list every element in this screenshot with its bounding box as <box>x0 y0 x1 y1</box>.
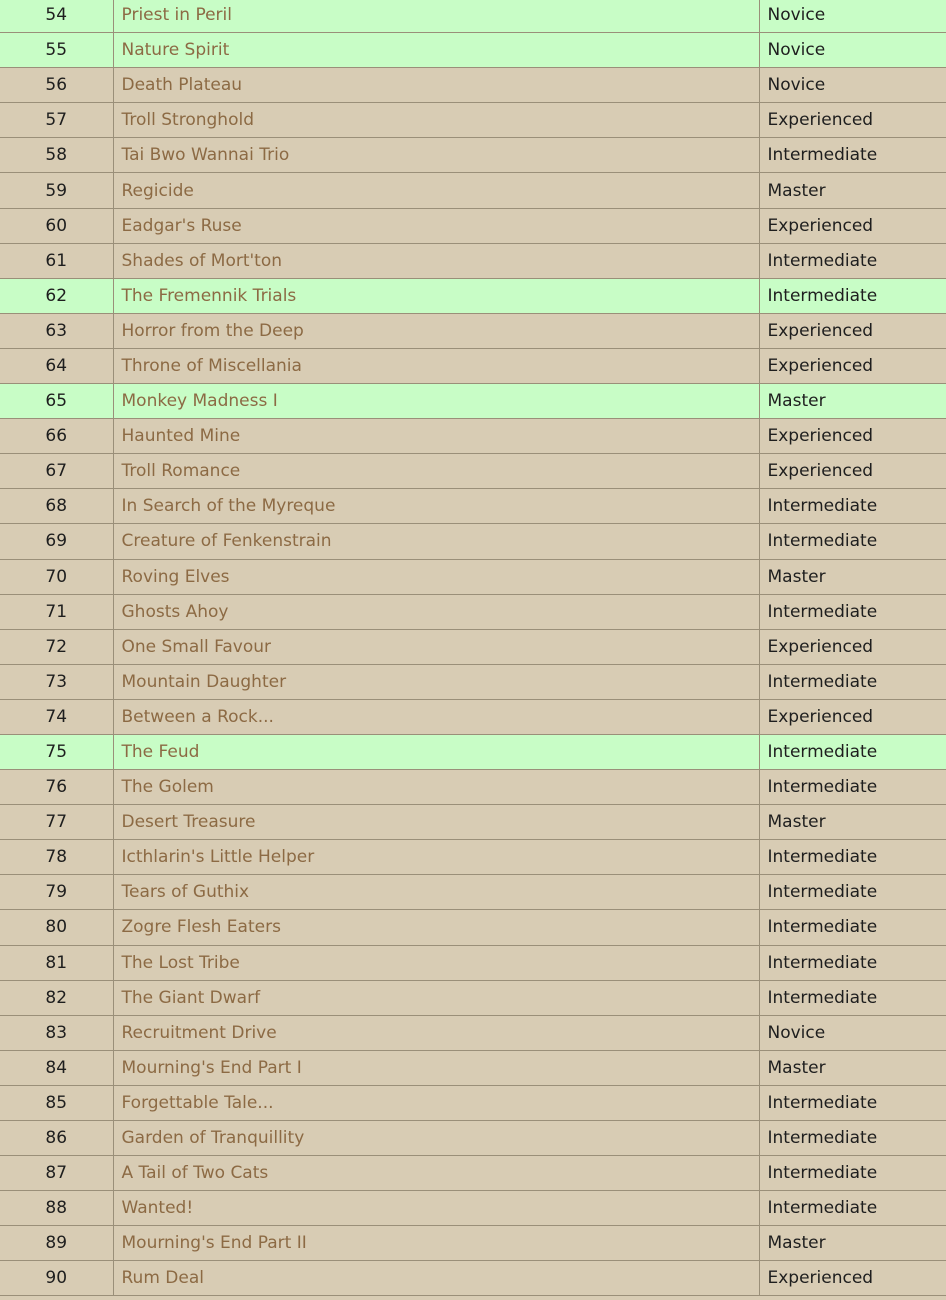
quest-number: 74 <box>0 699 113 734</box>
quest-row-completed <box>0 33 946 68</box>
quest-name-link[interactable]: Death Plateau <box>113 68 759 103</box>
quest-difficulty: Experienced <box>759 103 946 138</box>
quest-name-link[interactable]: Zogre Flesh Eaters <box>113 910 759 945</box>
quest-number: 89 <box>0 1226 113 1261</box>
quest-name-link[interactable]: Garden of Tranquillity <box>113 1121 759 1156</box>
quest-row <box>0 1121 946 1156</box>
quest-name-link[interactable]: Creature of Fenkenstrain <box>113 524 759 559</box>
quest-number: 85 <box>0 1085 113 1120</box>
quest-name-link[interactable]: One Small Favour <box>113 629 759 664</box>
quest-name-link[interactable]: The Giant Dwarf <box>113 980 759 1015</box>
quest-name-link[interactable]: The Golem <box>113 770 759 805</box>
quest-difficulty: Intermediate <box>759 910 946 945</box>
quest-number: 55 <box>0 33 113 68</box>
quest-number: 54 <box>0 0 113 33</box>
quest-difficulty: Intermediate <box>759 138 946 173</box>
quest-row <box>0 1226 946 1261</box>
quest-difficulty: Master <box>759 1226 946 1261</box>
quest-number: 86 <box>0 1121 113 1156</box>
quest-difficulty: Experienced <box>759 1261 946 1296</box>
quest-name-link[interactable]: Mountain Daughter <box>113 664 759 699</box>
quest-difficulty: Intermediate <box>759 1085 946 1120</box>
quest-name-link[interactable]: Eadgar's Ruse <box>113 208 759 243</box>
quest-row-completed <box>0 0 946 33</box>
quest-row <box>0 629 946 664</box>
quest-number: 87 <box>0 1156 113 1191</box>
quest-number: 73 <box>0 664 113 699</box>
quest-number: 79 <box>0 875 113 910</box>
quest-row <box>0 980 946 1015</box>
quest-number: 76 <box>0 770 113 805</box>
quest-name-link[interactable]: Shades of Mort'ton <box>113 243 759 278</box>
quest-difficulty: Master <box>759 384 946 419</box>
quest-difficulty: Intermediate <box>759 1121 946 1156</box>
quest-name-link[interactable]: The Feud <box>113 734 759 769</box>
quest-name-link[interactable]: Tears of Guthix <box>113 875 759 910</box>
quest-difficulty: Novice <box>759 1015 946 1050</box>
quest-difficulty: Intermediate <box>759 278 946 313</box>
quest-difficulty: Novice <box>759 68 946 103</box>
quest-difficulty: Intermediate <box>759 734 946 769</box>
quest-row <box>0 68 946 103</box>
quest-name-link[interactable]: Priest in Peril <box>113 0 759 33</box>
quest-number: 83 <box>0 1015 113 1050</box>
quest-name-link[interactable]: Forgettable Tale... <box>113 1085 759 1120</box>
quest-difficulty: Experienced <box>759 454 946 489</box>
quest-difficulty: Experienced <box>759 313 946 348</box>
quest-number: 58 <box>0 138 113 173</box>
quest-number: 84 <box>0 1050 113 1085</box>
quest-name-link[interactable]: Throne of Miscellania <box>113 348 759 383</box>
quest-name-link[interactable]: Desert Treasure <box>113 805 759 840</box>
quest-difficulty: Experienced <box>759 629 946 664</box>
quest-row <box>0 875 946 910</box>
quest-name-link[interactable]: The Lost Tribe <box>113 945 759 980</box>
quest-name-link[interactable]: Horror from the Deep <box>113 313 759 348</box>
quest-number: 57 <box>0 103 113 138</box>
quest-difficulty: Intermediate <box>759 1191 946 1226</box>
quest-row <box>0 1191 946 1226</box>
quest-number: 67 <box>0 454 113 489</box>
quest-name-link[interactable]: Recruitment Drive <box>113 1015 759 1050</box>
quest-row <box>0 840 946 875</box>
quest-row <box>0 559 946 594</box>
quest-row <box>0 173 946 208</box>
quest-row-completed <box>0 278 946 313</box>
quest-name-link[interactable]: Nature Spirit <box>113 33 759 68</box>
quest-difficulty: Master <box>759 1050 946 1085</box>
quest-row <box>0 945 946 980</box>
quest-row <box>0 138 946 173</box>
quest-name-link[interactable]: Ghosts Ahoy <box>113 594 759 629</box>
quest-number: 68 <box>0 489 113 524</box>
quest-name-link[interactable]: Haunted Mine <box>113 419 759 454</box>
quest-number: 69 <box>0 524 113 559</box>
quest-name-link[interactable]: The Fremennik Trials <box>113 278 759 313</box>
quest-number: 71 <box>0 594 113 629</box>
quest-number: 82 <box>0 980 113 1015</box>
quest-row <box>0 489 946 524</box>
quest-number: 56 <box>0 68 113 103</box>
quest-row <box>0 103 946 138</box>
quest-difficulty: Novice <box>759 33 946 68</box>
quest-number: 61 <box>0 243 113 278</box>
quest-row <box>0 699 946 734</box>
quest-row <box>0 454 946 489</box>
quest-name-link[interactable]: Roving Elves <box>113 559 759 594</box>
quest-number: 64 <box>0 348 113 383</box>
quest-difficulty: Intermediate <box>759 1156 946 1191</box>
quest-number: 63 <box>0 313 113 348</box>
quest-name-link[interactable]: Mourning's End Part I <box>113 1050 759 1085</box>
quest-row <box>0 313 946 348</box>
quest-name-link[interactable]: Wanted! <box>113 1191 759 1226</box>
quest-number: 78 <box>0 840 113 875</box>
quest-name-link[interactable]: Regicide <box>113 173 759 208</box>
quest-row <box>0 910 946 945</box>
quest-name-link[interactable]: A Tail of Two Cats <box>113 1156 759 1191</box>
quest-number: 66 <box>0 419 113 454</box>
quest-number: 90 <box>0 1261 113 1296</box>
quest-difficulty: Experienced <box>759 699 946 734</box>
quest-difficulty: Experienced <box>759 419 946 454</box>
quest-row <box>0 664 946 699</box>
quest-row <box>0 243 946 278</box>
quest-number: 62 <box>0 278 113 313</box>
quest-row <box>0 524 946 559</box>
quest-name-link[interactable]: Icthlarin's Little Helper <box>113 840 759 875</box>
quest-difficulty: Intermediate <box>759 243 946 278</box>
quest-difficulty: Master <box>759 805 946 840</box>
quest-difficulty: Experienced <box>759 348 946 383</box>
quest-difficulty: Intermediate <box>759 840 946 875</box>
quest-row <box>0 770 946 805</box>
quest-difficulty: Master <box>759 173 946 208</box>
quest-difficulty: Master <box>759 559 946 594</box>
quest-difficulty: Intermediate <box>759 980 946 1015</box>
quest-name-link[interactable]: Mourning's End Part II <box>113 1226 759 1261</box>
quest-name-link[interactable]: Troll Romance <box>113 454 759 489</box>
quest-number: 59 <box>0 173 113 208</box>
quest-row <box>0 1085 946 1120</box>
quest-row-completed <box>0 734 946 769</box>
quest-row <box>0 594 946 629</box>
quest-difficulty: Intermediate <box>759 489 946 524</box>
quest-name-link[interactable]: Rum Deal <box>113 1261 759 1296</box>
quest-difficulty: Intermediate <box>759 524 946 559</box>
quest-difficulty: Novice <box>759 0 946 33</box>
quest-difficulty: Intermediate <box>759 664 946 699</box>
quest-row <box>0 1015 946 1050</box>
quest-difficulty: Experienced <box>759 208 946 243</box>
quest-name-link[interactable]: Troll Stronghold <box>113 103 759 138</box>
quest-row <box>0 208 946 243</box>
quest-row <box>0 1261 946 1296</box>
quest-number: 81 <box>0 945 113 980</box>
quest-difficulty: Intermediate <box>759 875 946 910</box>
quest-row-completed <box>0 384 946 419</box>
quest-number: 65 <box>0 384 113 419</box>
quest-name-link[interactable]: In Search of the Myreque <box>113 489 759 524</box>
quest-row <box>0 805 946 840</box>
quest-number: 75 <box>0 734 113 769</box>
quest-number: 72 <box>0 629 113 664</box>
quest-number: 70 <box>0 559 113 594</box>
quest-difficulty: Intermediate <box>759 770 946 805</box>
quest-number: 60 <box>0 208 113 243</box>
quest-number: 88 <box>0 1191 113 1226</box>
quest-row <box>0 419 946 454</box>
quest-name-link[interactable]: Tai Bwo Wannai Trio <box>113 138 759 173</box>
quest-row <box>0 348 946 383</box>
quest-number: 80 <box>0 910 113 945</box>
quest-difficulty: Intermediate <box>759 594 946 629</box>
quest-row <box>0 1156 946 1191</box>
quest-difficulty: Intermediate <box>759 945 946 980</box>
quest-number: 77 <box>0 805 113 840</box>
quest-name-link[interactable]: Monkey Madness I <box>113 384 759 419</box>
quest-row <box>0 1050 946 1085</box>
quest-name-link[interactable]: Between a Rock... <box>113 699 759 734</box>
